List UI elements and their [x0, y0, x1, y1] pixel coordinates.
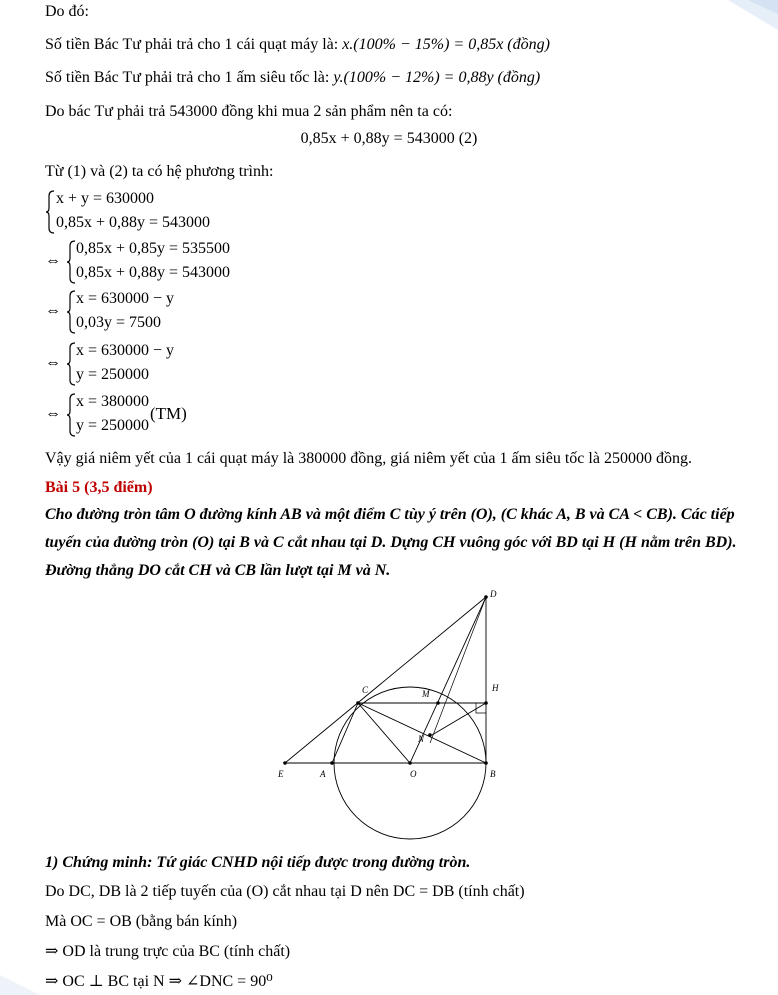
- brace-icon: [66, 393, 76, 437]
- system-1-line-1: x + y = 630000: [56, 190, 155, 207]
- system-3-line-1: x = 630000 − y: [76, 290, 175, 307]
- line-nh: [432, 703, 486, 735]
- bai5-statement-line-1: Cho đường tròn tâm O đường kính AB và một điểm C tùy ý trên (O), (C khác A, B và CA < CB). Các tiếp: [45, 506, 735, 523]
- cost-kettle-line: [45, 68, 540, 88]
- label-m: M: [422, 689, 430, 699]
- label-b: B: [490, 769, 496, 779]
- system-5-line-2: y = 250000: [76, 417, 150, 434]
- equivalence-arrow: ⇔: [45, 405, 61, 422]
- line-extra: [430, 597, 486, 743]
- cost-fan-line: [45, 35, 550, 55]
- cost-kettle-formula: y.(100% − 12%) = 0,88y (đồng): [333, 69, 541, 86]
- part1-line-1: Do DC, DB là 2 tiếp tuyến của (O) cắt nhau tại D nên DC = DB (tính chất): [45, 883, 525, 900]
- label-d: D: [490, 589, 497, 599]
- system-1-line-2: 0,85x + 0,88y = 543000: [56, 214, 211, 231]
- system-2-line-2: 0,85x + 0,88y = 543000: [76, 264, 231, 281]
- corner-decoration-icon: [0, 975, 40, 995]
- system-5-line-1: x = 380000: [76, 393, 150, 410]
- system-3-line-2: 0,03y = 7500: [76, 314, 162, 331]
- label-c: C: [362, 685, 369, 695]
- valid-mark: (TM): [150, 404, 187, 423]
- geometry-figure: [270, 585, 510, 855]
- brace-icon: [66, 240, 76, 284]
- line-ed: [285, 597, 486, 763]
- cost-fan-text: Số tiền Bác Tư phải trả cho 1 cái quạt máy là:: [45, 36, 339, 53]
- bai5-statement-line-3: Đường thẳng DO cắt CH và CB lần lượt tại M và N.: [45, 562, 391, 579]
- paid-sentence: Do bác Tư phải trả 543000 đồng khi mua 2 sản phẩm nên ta có:: [45, 103, 453, 120]
- conclusion-text: Vậy giá niêm yết của 1 cái quạt máy là 380000 đồng, giá niêm yết của 1 ấm siêu tốc là 250000 đồng.: [45, 450, 692, 467]
- equation-2: 0,85x + 0,88y = 543000 (2): [300, 130, 478, 147]
- label-o: O: [410, 769, 417, 779]
- system-4-line-1: x = 630000 − y: [76, 342, 175, 359]
- corner-decoration-icon: [708, 0, 778, 30]
- cost-kettle-text: Số tiền Bác Tư phải trả cho 1 ấm siêu tốc là:: [45, 69, 330, 86]
- label-e: E: [278, 769, 284, 779]
- part1-line-2: Mà OC = OB (bằng bán kính): [45, 913, 238, 930]
- equivalence-arrow: ⇔: [45, 252, 61, 269]
- label-a: A: [320, 769, 326, 779]
- brace-icon: [66, 290, 76, 334]
- line-co: [358, 703, 410, 763]
- intro-text: Do đó:: [45, 3, 89, 20]
- part1-title: 1) Chứng minh: Tứ giác CNHD nội tiếp được trong đường tròn.: [45, 854, 471, 871]
- part1-line-3: ⇒ OD là trung trực của BC (tính chất): [45, 943, 291, 960]
- bai5-title: Bài 5 (3,5 điểm): [45, 479, 153, 496]
- system-4-line-2: y = 250000: [76, 366, 150, 383]
- equivalence-arrow: ⇔: [45, 302, 61, 319]
- bai5-statement-line-2: tuyến của đường tròn (O) tại B và C cắt nhau tại D. Dựng CH vuông góc với BD tại H (H nằm trên BD).: [45, 534, 737, 551]
- brace-icon: [66, 342, 76, 386]
- label-n: N: [418, 734, 425, 744]
- system-2-line-1: 0,85x + 0,85y = 535500: [76, 240, 231, 257]
- brace-icon: [45, 190, 55, 234]
- system-intro: Từ (1) và (2) ta có hệ phương trình:: [45, 163, 274, 180]
- part1-line-4: ⇒ OC ⊥ BC tại N ⇒ ∠DNC = 90⁰: [45, 973, 273, 990]
- label-h: H: [492, 683, 499, 693]
- line-ca: [332, 703, 358, 763]
- cost-fan-formula: x.(100% − 15%) = 0,85x (đồng): [342, 36, 550, 53]
- equivalence-arrow: ⇔: [45, 354, 61, 371]
